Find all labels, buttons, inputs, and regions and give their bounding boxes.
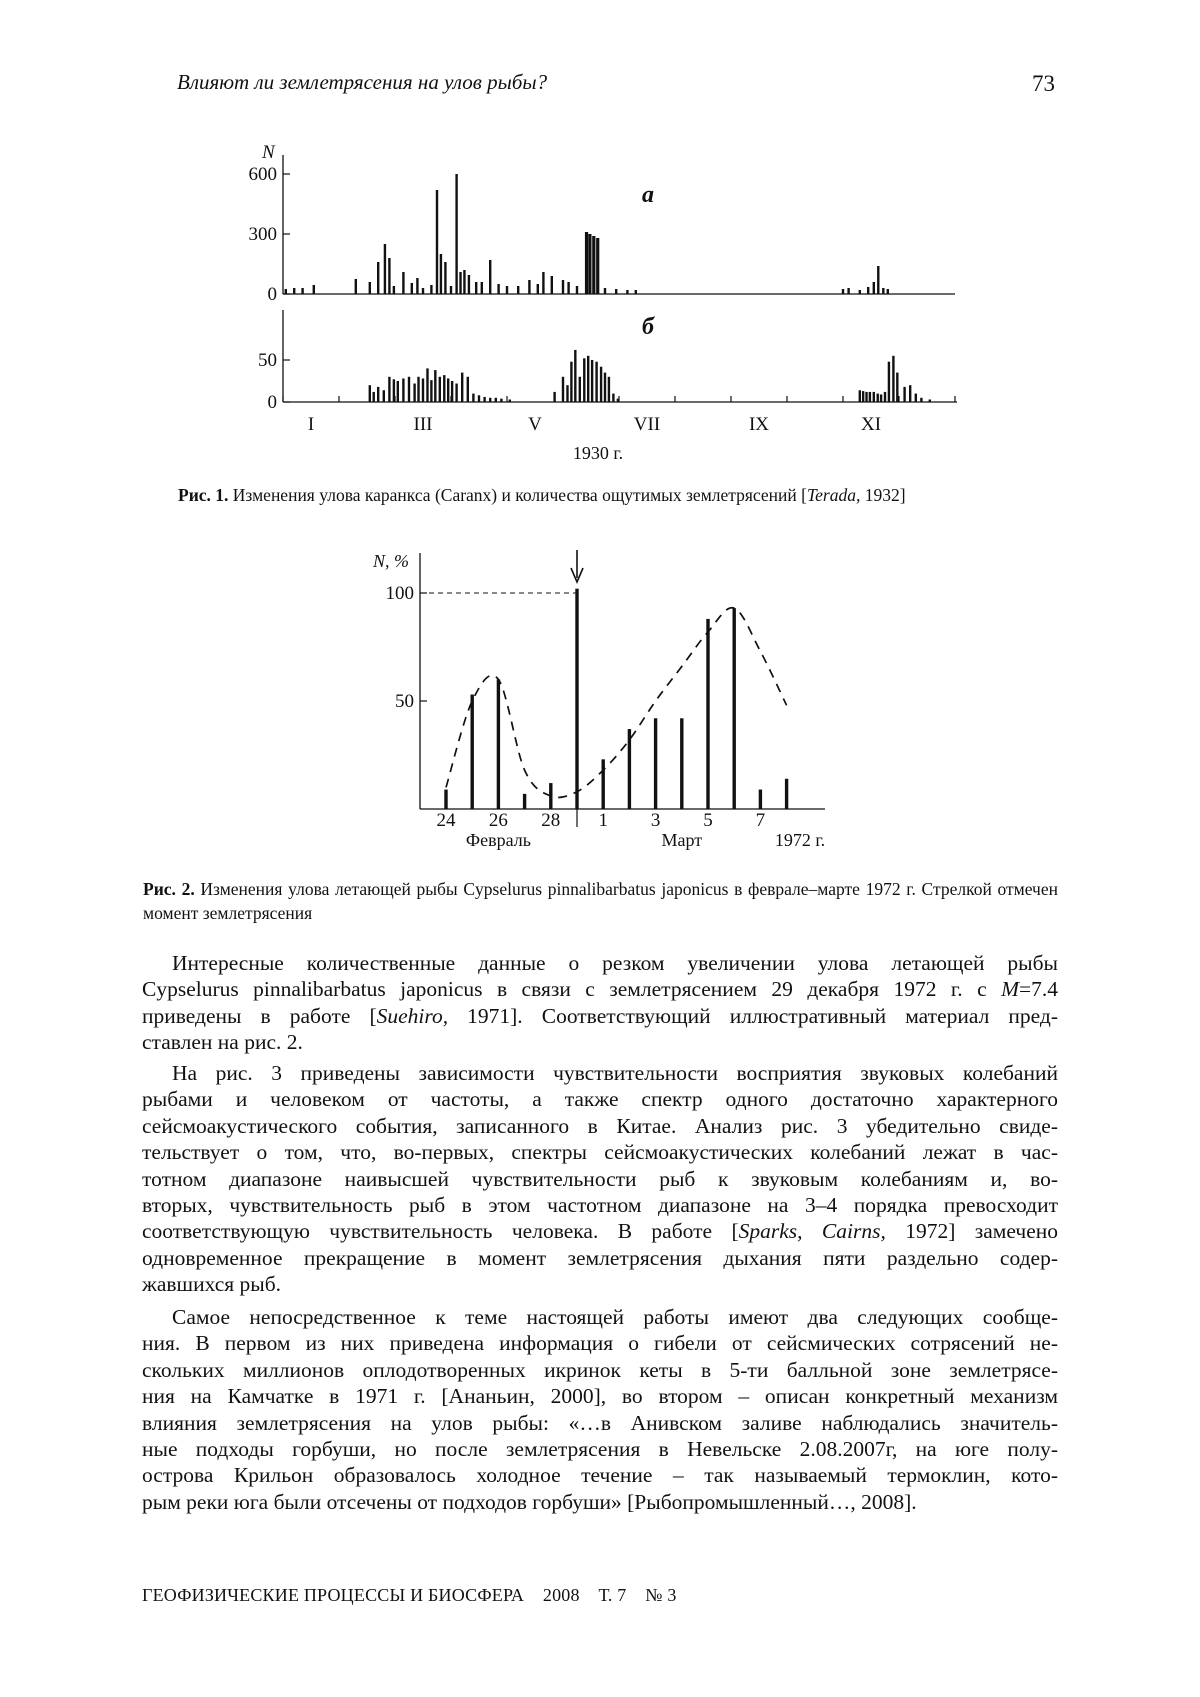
p1-line-1: Интересные количественные данные о резком увеличении улова летающей рыбы — [172, 951, 1058, 975]
figure-1-caption-cite: Terada, — [806, 485, 861, 505]
p2-line-7 — [142, 1218, 1058, 1244]
panel-a-bar — [301, 288, 303, 294]
panel-b-bar — [483, 397, 485, 402]
panel-b-label: б — [642, 314, 654, 340]
panel-a-bar — [877, 266, 879, 294]
panel-b-bar — [909, 385, 911, 402]
panel-a-bar — [887, 289, 889, 294]
fig2-month-label-feb: Февраль — [465, 830, 531, 850]
panel-b-y-tick-label: 50 — [258, 350, 277, 371]
panel-b-bar — [447, 378, 449, 402]
panel-b-month-label: I — [307, 414, 315, 435]
panel-b-bar — [562, 377, 564, 402]
panel-b-bar — [402, 378, 404, 402]
panel-a-bar — [562, 280, 564, 294]
panel-b-bar — [495, 398, 497, 402]
panel-b-bar — [579, 377, 581, 402]
fig2-month-label-mar: Март — [661, 830, 703, 850]
panel-a-bar — [615, 289, 617, 294]
panel-b-bar — [467, 377, 469, 402]
panel-b-bar — [509, 399, 511, 402]
panel-b-bar — [612, 394, 614, 402]
panel-b-bar — [600, 367, 602, 402]
p1-line-3-text: приведены в работе [ — [142, 1003, 377, 1028]
fig2-bar — [628, 729, 631, 809]
panel-b-bar — [595, 362, 597, 402]
panel-a-bar — [293, 288, 295, 294]
panel-b-bar — [393, 379, 395, 402]
fig2-bar — [785, 779, 788, 809]
p2-line-7-text: соответствующую чувствительность человека. В работе [ — [142, 1219, 739, 1244]
panel-b-bar — [892, 356, 894, 402]
p2-line-9: жавшихся рыб. — [142, 1272, 282, 1297]
panel-b-bar — [873, 392, 875, 402]
p2-line-1: На рис. 3 приведены зависимости чувствительности восприятия звуковых колебаний — [172, 1061, 1058, 1085]
p3-line-3: скольких миллионов оплодотворенных икринок кеты в 5-ти балльной зоне землетрясе- — [142, 1357, 1058, 1382]
fig2-x-tick-label: 28 — [541, 810, 561, 831]
panel-a-y-tick-label: 600 — [248, 164, 277, 185]
panel-a-bar — [377, 262, 379, 294]
figure-1-caption-text: Изменения улова каранкса (Caranx) и количества ощутимых землетрясений [ — [228, 485, 807, 505]
fig2-bar — [523, 794, 526, 809]
panel-a-bar — [313, 285, 315, 294]
panel-b-month-label: VII — [633, 414, 661, 435]
panel-a-bar — [440, 254, 442, 294]
panel-b-bar — [373, 392, 375, 402]
p1-line-2 — [142, 976, 1058, 1002]
panel-a-bar — [842, 289, 844, 294]
panel-b-month-label: XI — [860, 414, 882, 435]
running-title: Влияют ли землетрясения на улов рыбы? — [177, 70, 548, 94]
panel-a-bar — [285, 289, 287, 294]
panel-b-bar — [417, 377, 419, 402]
panel-a-bar — [847, 288, 849, 294]
figure-1-caption — [178, 483, 1098, 507]
fig2-bar — [602, 759, 605, 809]
panel-b-bar — [884, 392, 886, 402]
panel-b-bar — [877, 394, 879, 402]
panel-b-bar — [397, 381, 399, 402]
panel-b-bar — [929, 399, 931, 402]
panel-a-bar — [542, 272, 544, 294]
panel-a-bar — [422, 288, 424, 294]
paragraph-3 — [142, 1304, 1058, 1515]
panel-a-y-label: N — [262, 142, 275, 163]
fig2-x-tick-label: 7 — [755, 810, 766, 831]
panel-b-y-tick-label: 0 — [267, 392, 277, 413]
panel-b-bar — [587, 356, 589, 402]
paragraph-1 — [142, 950, 1058, 1056]
panel-b-bar — [896, 373, 898, 402]
panel-b-bar — [439, 377, 441, 402]
fig2-bar — [759, 790, 762, 809]
p2-line-3: сейсмоакустического события, записанного в Китае. Анализ рис. 3 убедительно свиде- — [142, 1113, 1058, 1138]
panel-b-bar — [472, 394, 474, 402]
panel-a-bar — [411, 283, 413, 294]
p1-cite: Suehiro, — [376, 1003, 449, 1028]
fig2-y-tick-label: 50 — [395, 691, 414, 712]
figure-1-caption-text-end: 1932] — [860, 485, 906, 505]
panel-a-bar — [585, 232, 588, 294]
panel-b-bar — [604, 373, 606, 402]
panel-a-bar — [528, 280, 530, 294]
p2-cite: Sparks, Cairns, — [738, 1219, 886, 1244]
p1-line-3 — [142, 1003, 1058, 1029]
panel-a-bar — [537, 284, 539, 294]
fig2-x-tick-label: 24 — [436, 810, 456, 831]
panel-b-bar — [426, 368, 428, 402]
panel-b-bar — [489, 398, 491, 402]
panel-b-bar — [413, 384, 415, 402]
fig2-bar — [444, 790, 447, 809]
panel-b-bar — [422, 378, 424, 402]
fig2-x-tick-label: 3 — [650, 810, 661, 831]
panel-b-month-label: IX — [748, 414, 770, 435]
panel-b-bar — [383, 390, 385, 402]
fig2-x-tick-label: 1 — [598, 810, 608, 831]
figure-2-caption — [143, 877, 1058, 925]
panel-b-bar — [869, 392, 871, 402]
panel-a-bar — [567, 282, 569, 294]
fig2-bar — [654, 718, 657, 809]
figure-2-caption-text: Изменения улова летающей рыбы Cypselurus pinnalibarbatus japonicus в феврале–марте 1972 г. Стрелкой отмечен момент землетрясения — [143, 879, 1058, 923]
panel-b-bar — [583, 358, 585, 402]
panel-a-bar — [576, 286, 578, 294]
panel-b-bar — [574, 350, 576, 402]
p1-magnitude-symbol: M — [1001, 977, 1019, 1002]
panel-b-bar — [591, 360, 593, 402]
figure-2-chart — [0, 530, 1200, 860]
p3-line-2: ния. В первом из них приведена информация о гибели от сейсмических сотрясений не- — [142, 1331, 1058, 1356]
panel-a-bar — [455, 174, 457, 294]
panel-b-bar — [434, 370, 436, 402]
panel-b-bar — [500, 399, 502, 402]
fig2-bar — [575, 589, 578, 809]
panel-a-bar — [436, 190, 438, 294]
panel-b-bar — [388, 377, 390, 402]
panel-a-bar — [635, 290, 637, 294]
panel-a-bar — [393, 286, 395, 294]
panel-b-bar — [443, 375, 445, 402]
fig2-bar — [680, 718, 683, 809]
fig2-bar — [733, 608, 736, 809]
fig2-y-label: N, % — [373, 551, 409, 571]
p2-line-6: вторых, чувствительность рыб в этом частотном диапазоне на 3–4 порядка превосходит — [142, 1193, 1058, 1218]
figure-2-caption-label: Рис. 2. — [143, 879, 195, 899]
panel-b-bar — [455, 384, 457, 402]
p1-line-4: ставлен на рис. 2. — [142, 1030, 303, 1055]
panel-b-bar — [553, 392, 555, 402]
fig2-bar — [497, 679, 500, 809]
panel-a-label: а — [642, 182, 654, 208]
panel-a-bar — [882, 288, 884, 294]
p3-line-8: рым реки юга были отсечены от подходов горбуши» [Рыбопромышленный…, 2008]. — [142, 1489, 917, 1514]
panel-b-bar — [408, 377, 410, 402]
paragraph-2 — [142, 1060, 1058, 1298]
panel-b-bar — [430, 380, 432, 402]
p2-line-7-end: 1972] замечено — [885, 1219, 1059, 1244]
panel-b-bar — [888, 362, 890, 402]
panel-a-bar — [592, 236, 595, 294]
panel-b-month-label: III — [413, 414, 433, 435]
fig2-x-tick-label: 26 — [488, 810, 508, 831]
p1-line-3-end: 1971]. Соответствующий иллюстративный материал пред- — [448, 1003, 1058, 1028]
panel-a-bar — [430, 285, 432, 294]
page-number: 73 — [1032, 71, 1055, 96]
p2-line-5: тотном диапазоне наивысшей чувствительности рыб к звуковым колебаниям и, во- — [142, 1166, 1058, 1191]
panel-a-bar — [459, 272, 461, 294]
panel-a-y-tick-label: 300 — [248, 224, 277, 245]
p2-line-8: одновременное прекращение в момент землетрясения дыхания пяти раздельно содер- — [142, 1245, 1058, 1270]
panel-a-bar — [384, 244, 386, 294]
panel-b-bar — [608, 377, 610, 402]
panel-a-bar — [497, 284, 499, 294]
panel-b-bar — [859, 390, 861, 402]
p2-line-4: тельствует о том, что, во-первых, спектры сейсмоакустических колебаний лежат в час- — [142, 1140, 1058, 1165]
figure-1-caption-label: Рис. 1. — [178, 485, 229, 505]
panel-b-bar — [617, 399, 619, 402]
fig2-y-tick-label: 100 — [385, 583, 414, 604]
panel-a-bar — [468, 275, 470, 294]
panel-a-y-tick-label: 0 — [267, 284, 277, 305]
panel-a-bar — [388, 258, 390, 294]
panel-b-bar — [880, 394, 882, 402]
p3-line-4: ния на Камчатке в 1971 г. [Ананьин, 2000], во втором – описан конкретный механизм — [142, 1384, 1058, 1409]
p2-line-2: рыбами и человеком от частоты, а также спектр одного достаточно характерного — [142, 1087, 1058, 1112]
p3-line-1: Самое непосредственное к теме настоящей работы имеют два следующих сообще- — [172, 1305, 1058, 1329]
panel-b-month-label: V — [528, 414, 542, 435]
panel-b-bar — [369, 385, 371, 402]
panel-a-bar — [506, 286, 508, 294]
panel-a-bar — [444, 262, 446, 294]
panel-b-x-label: 1930 г. — [572, 443, 624, 463]
panel-a-bar — [626, 290, 628, 294]
panel-b-bar — [461, 373, 463, 402]
panel-b-bar — [478, 395, 480, 402]
panel-a-bar — [596, 238, 599, 294]
panel-a-bar — [475, 282, 477, 294]
panel-a-bar — [604, 288, 606, 294]
panel-a-bar — [463, 270, 465, 294]
p3-line-6: ные подходы горбуши, но после землетрясения в Невельске 2.08.2007г, на юге полу- — [142, 1437, 1058, 1462]
fig2-year-label: 1972 г. — [774, 830, 826, 850]
panel-b-bar — [566, 385, 568, 402]
fig2-bar — [471, 695, 474, 809]
panel-b-bar — [920, 398, 922, 402]
panel-a-bar — [369, 282, 371, 294]
p3-line-5: влияния землетрясения на улов рыбы: «…в Анивском заливе наблюдались значитель- — [142, 1410, 1058, 1435]
panel-a-bar — [588, 234, 591, 294]
panel-b-bar — [865, 392, 867, 402]
panel-b-bar — [903, 387, 905, 402]
panel-b-bar — [451, 381, 453, 402]
panel-a-bar — [489, 260, 491, 294]
panel-a-bar — [867, 287, 869, 294]
panel-a-bar — [517, 286, 519, 294]
p3-line-7: острова Крильон образовалось холодное течение – так называемый термоклин, кото- — [142, 1463, 1058, 1488]
panel-a-bar — [355, 279, 357, 294]
figure-1-chart — [0, 0, 1200, 470]
fig2-x-tick-label: 5 — [703, 810, 713, 831]
panel-a-bar — [873, 282, 875, 294]
panel-a-bar — [402, 272, 404, 294]
fig2-bar — [706, 619, 709, 809]
panel-a-bar — [450, 286, 452, 294]
panel-b-bar — [915, 394, 917, 402]
panel-b-bar — [862, 391, 864, 402]
p1-magnitude-value: =7.4 — [1018, 977, 1058, 1002]
p1-line-2-text: Cypselurus pinnalibarbatus japonicus в связи с землетрясением 29 декабря 1972 г. с — [142, 977, 1002, 1002]
panel-b-bar — [570, 362, 572, 402]
panel-b-bar — [377, 387, 379, 402]
panel-a-bar — [551, 276, 553, 294]
panel-a-bar — [859, 290, 861, 294]
journal-footer: ГЕОФИЗИЧЕСКИЕ ПРОЦЕССЫ И БИОСФЕРА 2008 Т. 7 № 3 — [142, 1585, 677, 1605]
panel-a-bar — [416, 278, 418, 294]
panel-a-bar — [481, 282, 483, 294]
